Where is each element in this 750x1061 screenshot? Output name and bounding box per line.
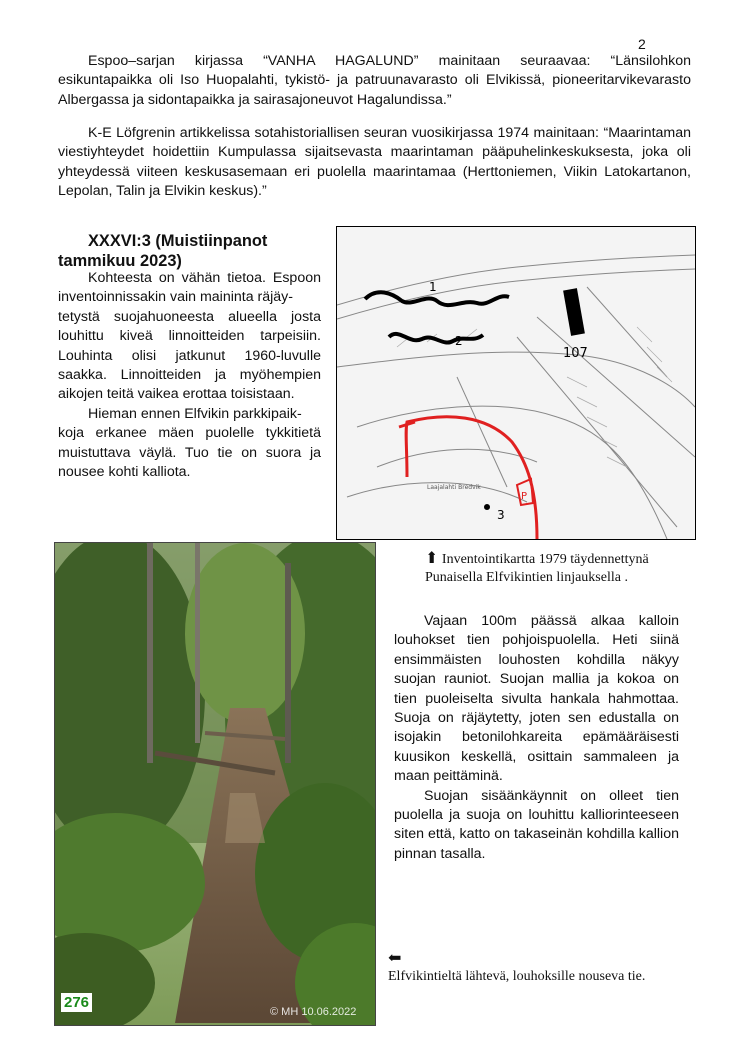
right-paragraph-2: Suojan sisäänkäynnit on olleet tien puolella ja suoja on louhittu kalliorinteeseen siten että, katto on takaseinän kohdilla kallion pinnan tasalla. (394, 787, 679, 862)
left-paragraph-2: Hieman ennen Elfvikin parkkipaik- koja erkanee mäen puolelle tykkitietä muistuttava väylä. Tuo tie on suora ja nousee kohti kalliota. (58, 405, 321, 481)
left-column-text (58, 269, 321, 482)
photo-drawing (55, 543, 375, 1025)
arrow-left-icon: ⬅ (388, 950, 402, 967)
page-number: 2 (638, 36, 646, 52)
map-label-2: 2 (455, 334, 463, 348)
inventory-map (336, 226, 696, 540)
map-drawing (337, 227, 695, 539)
map-small-label: Laajalahti Bredvik (427, 484, 481, 491)
photo-number-label: 276 (61, 993, 92, 1012)
intro-paragraph-1: Espoo–sarjan kirjassa “VANHA HAGALUND” mainitaan seuraavaa: “Länsilohkon esikuntapaikka oli Iso Huopalahti, tykistö- ja patruunavarasto oli Elvikissä, pioneeritarvikevarasto Albergassa ja sidontapaikka ja sairasajoneuvot Hagalundissa.” (58, 53, 691, 108)
map-label-1: 1 (429, 280, 437, 294)
photo-caption: Elfvikintieltä lähtevä, louhoksille nouseva tie. (388, 969, 646, 984)
map-label-p: P (521, 491, 528, 502)
map-caption-text: Inventointikartta 1979 täydennettynä Punaisella Elfvikintien linjauksella . (425, 552, 649, 585)
arrow-up-icon: ⬆ (425, 550, 439, 567)
section-heading: XXXVI:3 (Muistiinpanot tammikuu 2023) (58, 232, 268, 270)
right-column-text (394, 612, 679, 864)
map-label-107: 107 (563, 346, 588, 361)
right-paragraph-1: Vajaan 100m päässä alkaa kalloin louhokset tien pohjoispuolella. Heti siinä ensimmäisten louhosten kohdilla näkyy suojan rauniot. Suojan mallia ja kokoa on tien puoleiselta sivulta hankala hahmottaa. Suoja on räjäytetty, joten sen edustalla on isojakin betonilohkareita epämääräisesti kuusikon keskellä, osittain sammaleen ja maan peittäminä. (394, 613, 679, 785)
map-caption (425, 550, 695, 587)
photo-credit: © MH 10.06.2022 (270, 1006, 357, 1018)
forest-road-photo (54, 542, 376, 1026)
intro-paragraph-2: K-E Löfgrenin artikkelissa sotahistoriallisen seuran vuosikirjassa 1974 mainitaan: “Maarintaman viestiyhteydet hoidettiin Kumpulassa sijaitsevasta maarintaman pääpuhelinkeskuksesta, joka oli yhteydessä viiteen keskusasemaan eri puolella maarintamaa (Herttoniemen, Viikin Latokartanon, Lepolan, Talin ja Elvikin keskus).” (58, 125, 691, 200)
map-label-3: 3 (497, 508, 505, 522)
left-paragraph-1: Kohteesta on vähän tietoa. Espoon inventoinnissakin vain maininta räjäy- tetystä suojahuoneesta alueella josta louhittu kiveä linnoitteiden tarpeisiin. Louhinta olisi jatkunut 1960-luvulle saakka. Linnoitteiden ja myöhempien aikojen teitä vaikea erottaa toisistaan. (58, 270, 321, 403)
